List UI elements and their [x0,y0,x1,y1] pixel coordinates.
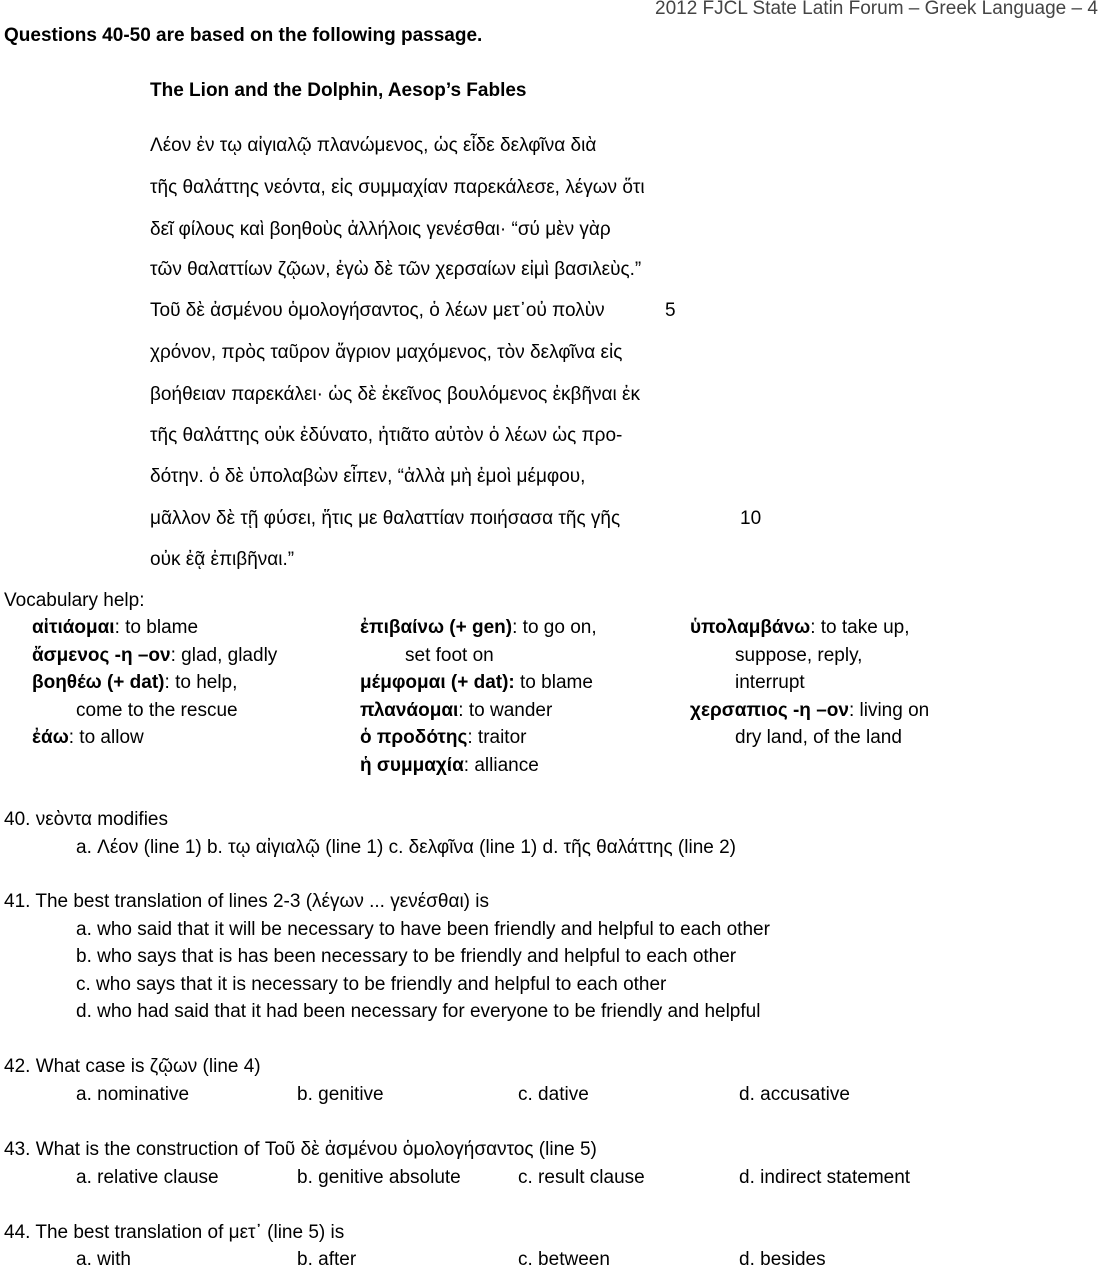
question-stem: 40. νεὸντα modifies [4,809,168,830]
answer-option: c. who says that it is necessary to be friendly and helpful to each other [76,974,667,995]
vocab-entry-cont: dry land, of the land [735,727,902,748]
passage-line: οὐκ ἐᾷ ἐπιβῆναι.” [150,549,295,570]
answer-option: b. after [297,1249,357,1270]
answer-option: b. who says that is has been necessary to be friendly and helpful to each other [76,946,737,967]
passage-line: τῆς θαλάττης οὐκ ἐδύνατο, ἠτιᾶτο αὐτὸν ὁ λέων ὡς προ- [150,425,623,446]
vocab-entry: ἄσμενος -η –ον: glad, gladly [32,645,278,666]
answer-option: a. relative clause [76,1167,219,1188]
answer-option: d. indirect statement [739,1167,911,1188]
vocab-entry: πλανάομαι: to wander [360,700,553,721]
question-stem: 42. What case is ζῷων (line 4) [4,1056,261,1077]
answer-option: c. result clause [518,1167,645,1188]
passage-title: The Lion and the Dolphin, Aesop’s Fables [150,80,527,101]
running-head: 2012 FJCL State Latin Forum – Greek Language – 4 [655,0,1098,19]
passage-line: Λέον ἐν τῳ αἰγιαλῷ πλανώμενος, ὡς εἶδε δελφῖνα διὰ [150,135,597,156]
passage-line: μᾶλλον δὲ τῇ φύσει, ἥτις με θαλαττίαν ποιήσασα τῆς γῆς [150,508,621,529]
vocab-entry: μέμφομαι (+ dat): to blame [360,672,593,693]
answer-option: c. between [518,1249,610,1270]
vocab-entry: ἡ συμμαχία: alliance [360,755,539,776]
passage-line: Τοῦ δὲ ἀσμένου ὁμολογήσαντος, ὁ λέων μετ᾽οὐ πολὺν [150,300,605,321]
passage-line: τῶν θαλαττίων ζῷων, ἐγὼ δὲ τῶν χερσαίων εἰμὶ βασιλεὺς.” [150,259,642,280]
question-stem: 41. The best translation of lines 2-3 (λέγων ... γενέσθαι) is [4,891,490,912]
passage-line: δεῖ φίλους καὶ βοηθοὺς ἀλλήλοις γενέσθαι· “σύ μὲν γὰρ [150,219,611,240]
vocab-entry: αἰτιάομαι: to blame [32,617,199,638]
question-stem: 43. What is the construction of Τοῦ δὲ ἀσμένου ὁμολογήσαντος (line 5) [4,1139,597,1160]
vocab-entry: ὑπολαμβάνω: to take up, [690,617,910,638]
vocab-entry: ἐάω: to allow [32,727,144,748]
vocab-entry: ὁ προδότης: traitor [360,727,527,748]
answer-option: d. accusative [739,1084,850,1105]
answer-option: d. who had said that it had been necessary for everyone to be friendly and helpful [76,1001,761,1022]
vocab-entry-cont: come to the rescue [76,700,238,721]
passage-line: χρόνον, πρὸς ταῦρον ἄγριον μαχόμενος, τὸν δελφῖνα εἰς [150,342,623,363]
passage-line: τῆς θαλάττης νεόντα, εἰς συμμαχίαν παρεκάλεσε, λέγων ὅτι [150,177,645,198]
answer-option: b. genitive absolute [297,1167,461,1188]
question-options: a. Λέον (line 1) b. τῳ αἰγιαλῷ (line 1) c. δελφῖνα (line 1) d. τῆς θαλάττης (line 2) [76,837,736,858]
question-stem: 44. The best translation of μετ᾽ (line 5) is [4,1222,345,1243]
passage-line: δότην. ὁ δὲ ὑπολαβὼν εἶπεν, “ἀλλὰ μὴ ἐμοὶ μέμφου, [150,466,586,487]
vocab-entry-cont: interrupt [735,672,805,693]
vocab-entry-cont: suppose, reply, [735,645,863,666]
passage-line: βοήθειαν παρεκάλει· ὡς δὲ ἐκεῖνος βουλόμενος ἐκβῆναι ἐκ [150,384,641,405]
answer-option: b. genitive [297,1084,384,1105]
vocab-entry: χερσαπιος -η –ον: living on [690,700,930,721]
line-number: 5 [665,300,676,321]
vocab-entry: ἐπιβαίνω (+ gen): to go on, [360,617,597,638]
vocab-entry: βοηθέω (+ dat): to help, [32,672,238,693]
questions-intro: Questions 40-50 are based on the following passage. [4,25,483,46]
answer-option: a. nominative [76,1084,190,1105]
answer-option: c. dative [518,1084,589,1105]
vocabulary-heading: Vocabulary help: [4,590,145,611]
answer-option: d. besides [739,1249,826,1270]
line-number: 10 [740,508,762,529]
vocab-entry-cont: set foot on [405,645,494,666]
answer-option: a. with [76,1249,131,1270]
answer-option: a. who said that it will be necessary to have been friendly and helpful to each other [76,919,770,940]
